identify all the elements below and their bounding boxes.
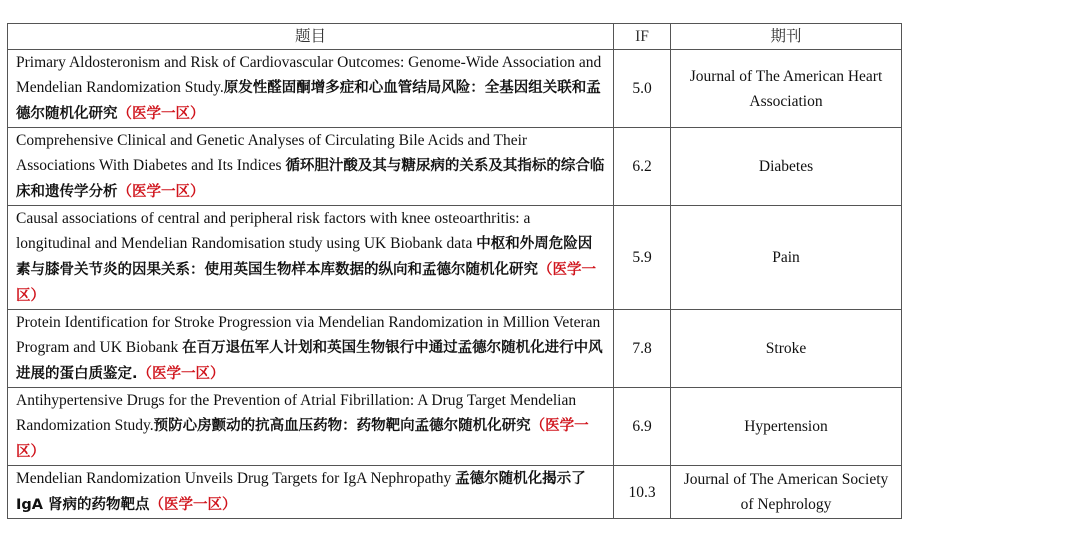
title-cell <box>8 50 614 128</box>
title-cell <box>8 310 614 388</box>
title-cell <box>8 388 614 466</box>
title-cell <box>8 206 614 310</box>
title-en: Causal associations of central and peripheral risk factors with knee osteoarthritis: a longitudinal and Mendelian Randomisation study using UK Biobank data <box>16 210 531 252</box>
header-journal: 期刊 <box>671 24 902 50</box>
journal-cell: Diabetes <box>671 128 902 206</box>
title-en: Primary Aldosteronism and Risk of Cardiovascular Outcomes: Genome-Wide Association and Mendelian Randomization Study. <box>16 54 602 96</box>
table-row <box>8 466 902 519</box>
if-cell: 6.9 <box>614 388 671 466</box>
title-en: Antihypertensive Drugs for the Prevention of Atrial Fibrillation: A Drug Target Mendelian Randomization Study. <box>16 392 577 434</box>
level-tag: （医学一区） <box>16 418 589 460</box>
level-tag: （医学一区） <box>16 262 596 304</box>
journal-cell: Journal of The American Heart Association <box>671 50 902 128</box>
title-cell <box>8 466 614 519</box>
title-zh: 中枢和外周危险因素与膝骨关节炎的因果关系：使用英国生物样本库数据的纵向和孟德尔随机化研究 <box>16 236 593 278</box>
title-cell <box>8 128 614 206</box>
title-zh: 在百万退伍军人计划和英国生物银行中通过孟德尔随机化进行中风进展的蛋白质鉴定. <box>16 340 603 382</box>
table-row <box>8 388 902 466</box>
title-en: Mendelian Randomization Unveils Drug Targets for IgA Nephropathy <box>16 470 456 487</box>
title-zh: 循环胆汁酸及其与糖尿病的关系及其指标的综合临床和遗传学分析 <box>16 158 605 200</box>
title-en: Comprehensive Clinical and Genetic Analyses of Circulating Bile Acids and Their Associations With Diabetes and Its Indices <box>16 132 528 174</box>
header-if: IF <box>614 24 671 50</box>
journal-cell: Stroke <box>671 310 902 388</box>
level-tag: （医学一区） <box>149 497 237 513</box>
if-cell: 6.2 <box>614 128 671 206</box>
table-row <box>8 50 902 128</box>
table-row <box>8 128 902 206</box>
if-cell: 10.3 <box>614 466 671 519</box>
papers-table <box>7 23 902 519</box>
title-zh: 原发性醛固酮增多症和心血管结局风险：全基因组关联和孟德尔随机化研究 <box>16 80 601 122</box>
title-en: Protein Identification for Stroke Progression via Mendelian Randomization in Million Veteran Program and UK Biobank <box>16 314 601 356</box>
journal-cell: Pain <box>671 206 902 310</box>
header-title: 题目 <box>8 24 614 50</box>
if-cell: 5.0 <box>614 50 671 128</box>
level-tag: （医学一区） <box>117 106 205 122</box>
journal-cell: Journal of The American Society of Nephrology <box>671 466 902 519</box>
table-row <box>8 310 902 388</box>
title-zh: 预防心房颤动的抗高血压药物：药物靶向孟德尔随机化研究 <box>153 418 531 434</box>
header-row <box>8 24 902 50</box>
journal-cell: Hypertension <box>671 388 902 466</box>
level-tag: （医学一区） <box>137 366 225 382</box>
level-tag: （医学一区） <box>117 184 205 200</box>
table-row <box>8 206 902 310</box>
if-cell: 5.9 <box>614 206 671 310</box>
title-zh: 孟德尔随机化揭示了 IgA 肾病的药物靶点 <box>16 471 586 513</box>
if-cell: 7.8 <box>614 310 671 388</box>
